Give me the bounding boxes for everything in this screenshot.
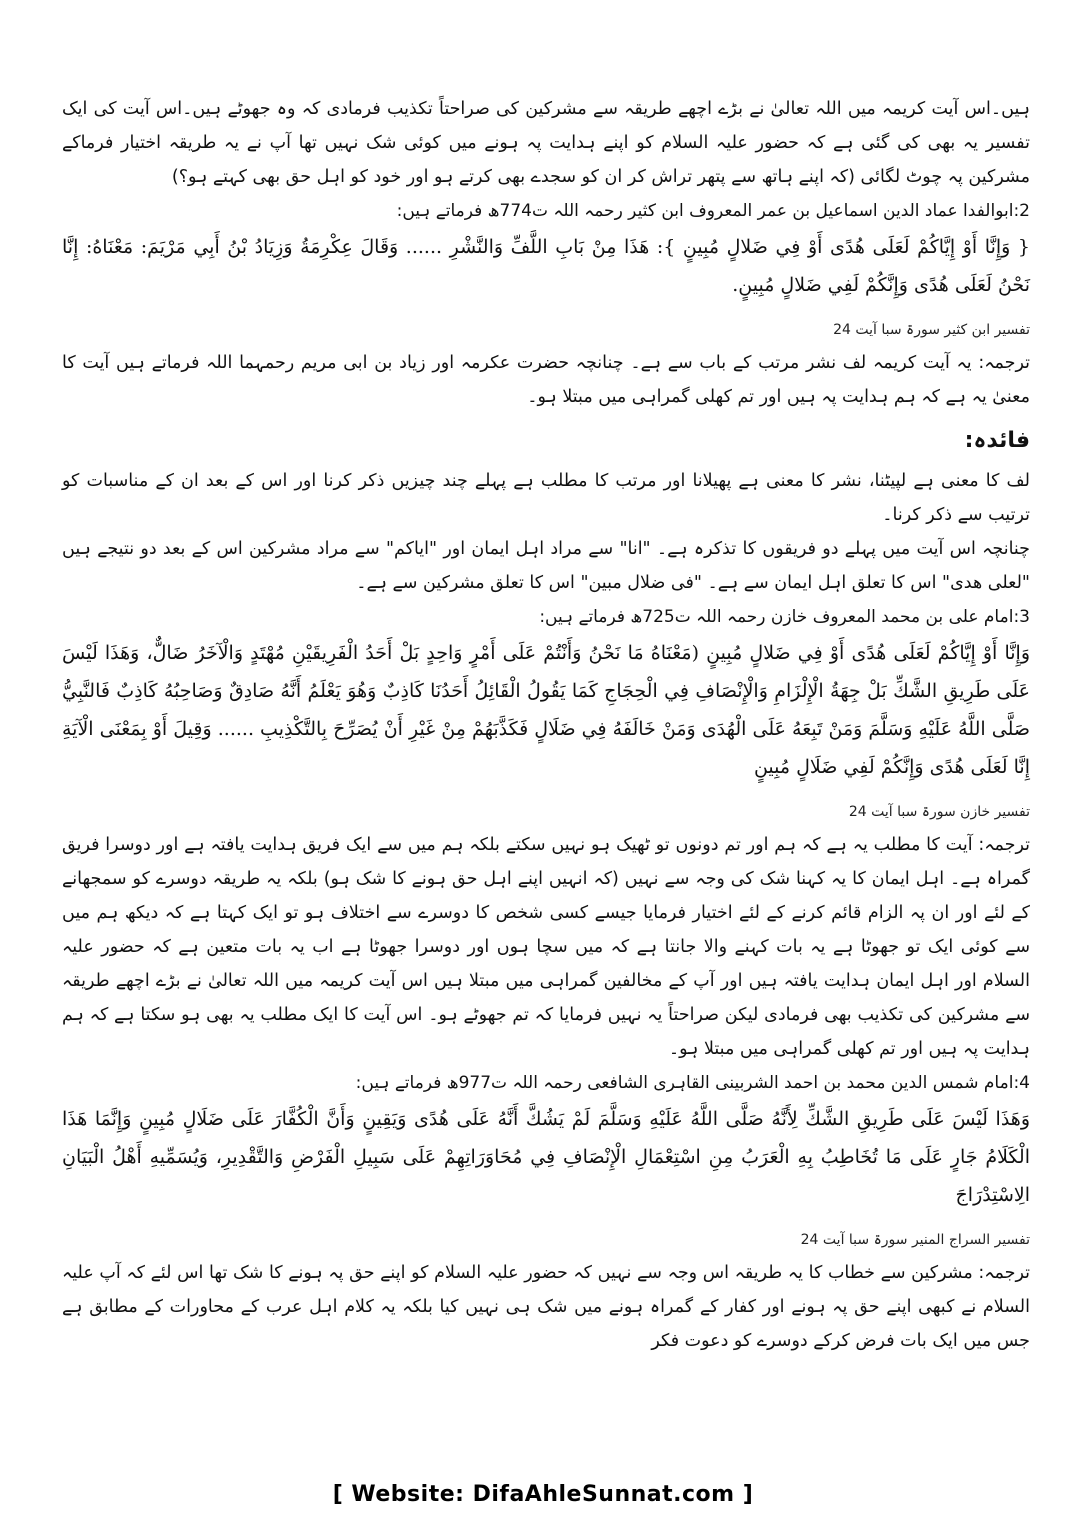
benefit-heading: فائدہ: <box>964 428 1030 453</box>
source-siraj-munir: تفسیر السراج المنیر سورۃ سبا آیت 24 <box>800 1232 1030 1248</box>
source-ibn-kathir: تفسیر ابن کثیر سورۃ سبا آیت 24 <box>833 322 1030 338</box>
arabic-quote-khazin: وَإِنَّا أَوْ إِيَّاكُمْ لَعَلَى هُدًى أَوْ فِي ضَلالٍ مُبِينٍ (مَعْنَاهُ مَا نَحْنُ وَأَنْتُمْ عَلَى أَمْرٍ وَاحِدٍ بَلْ أَحَدُ الْفَرِيقَيْنِ مُهْتَدٍ وَالْآخَرُ ضَالٌّ، وَهَذَا لَيْسَ عَلَى طَرِيقِ الشَّكِّ بَلْ جِهَةُ الْإِلْزَامِ وَالْإِنْصَافِ فِي الْحِجَاجِ كَمَا يَقُولُ الْقَائِلُ أَحَدُنَا كَاذِبٌ وَهُوَ يَعْلَمُ أَنَّهُ صَادِقٌ وَصَاحِبُهُ كَاذِبٌ فَالنَّبِيُّ صَلَّى اللَّهُ عَلَيْهِ وَسَلَّمَ وَمَنْ تَبِعَهُ عَلَى الْهُدَى وَمَنْ خَالَفَهُ فِي ضَلَالٍ فَكَذَّبَهُمْ مِنْ غَيْرِ أَنْ يُصَرِّحَ بِالتَّكْذِيبِ ...... وَقِيلَ أَوْ بِمَعْنَى الْآيَةِ إِنَّا لَعَلَى هُدًى وَإِنَّكُمْ لَفِي ضَلَالٍ مُبِينٍ <box>62 642 1030 778</box>
website-footer: [ Website: DifaAhleSunnat.com ] <box>332 1482 754 1507</box>
paragraph-intro: ہیں۔اس آیت کریمہ میں اللہ تعالیٰ نے بڑے اچھے طریقہ سے مشرکین کی صراحتاً تکذیب فرمادی کہ وہ جھوٹے ہیں۔اس آیت کی ایک تفسیر یہ بھی کی گئی ہے کہ حضور علیہ السلام کو اپنے ہدایت پہ ہونے میں کوئی شک نہیں تھا آپ نے یہ طریقہ اختیار فرماکے مشرکین پہ چوٹ لگائی (کہ اپنے ہاتھ سے پتھر تراش کر ان کو سجدے بھی کرتے ہو اور خود کو اہل حق بھی کہتے ہو؟) <box>62 99 1030 187</box>
translation-khazin: ترجمہ: آیت کا مطلب یہ ہے کہ ہم اور تم دونوں تو ٹھیک ہو نہیں سکتے بلکہ ہم میں سے ایک فریق ہدایت یافتہ ہے اور دوسرا فریق گمراہ ہے۔ اہل ایمان کا یہ کہنا شک کی وجہ سے نہیں (کہ انہیں اپنے اہل حق ہونے کا شک ہو) بلکہ یہ طریقہ دوسرے کو سمجھانے کے لئے اور ان پہ الزام قائم کرنے کے لئے اختیار فرمایا جیسے کسی شخص کا دوسرے سے اختلاف ہو تو ایک کہتا ہے کہ دیکھ ہم میں سے کوئی ایک تو جھوٹا ہے یہ بات کہنے والا جانتا ہے کہ میں سچا ہوں اور دوسرا جھوٹا ہے اب یہ بات متعین ہے کہ حضور علیہ السلام اور اہل ایمان ہدایت یافتہ ہیں اور آپ کے مخالفین گمراہی میں مبتلا ہیں اس آیت کریمہ میں اللہ تعالیٰ نے بڑے اچھے طریقہ سے مشرکین کی تکذیب بھی فرمادی لیکن صراحتاً یہ نہیں فرمایا کہ تم جھوٹے ہو۔ اس آیت کا ایک مطلب یہ بھی ہو سکتا ہے کہ ہم ہدایت پہ ہیں اور تم کھلی گمراہی میں مبتلا ہو۔ <box>62 835 1030 1059</box>
heading-shirbini: 4:امام شمس الدین محمد بن احمد الشربینی القاہری الشافعی رحمہ اللہ ت977ھ فرماتے ہیں: <box>355 1073 1030 1093</box>
source-khazin: تفسیر خازن سورۃ سبا آیت 24 <box>848 804 1030 820</box>
heading-khazin: 3:امام علی بن محمد المعروف خازن رحمہ اللہ ت725ھ فرماتے ہیں: <box>539 607 1030 627</box>
arabic-quote-shirbini: وَهَذَا لَيْسَ عَلَى طَرِيقِ الشَّكِّ لِأَنَّهُ صَلَّى اللَّهُ عَلَيْهِ وَسَلَّمَ لَمْ يَشُكَّ أَنَّهُ عَلَى هُدًى وَيَقِينٍ وَأَنَّ الْكُفَّارَ عَلَى ضَلَالٍ مُبِينٍ وَإِنَّمَا هَذَا الْكَلَامُ جَارٍ عَلَى مَا تُخَاطِبُ بِهِ الْعَرَبُ مِنِ اسْتِعْمَالِ الْإِنْصَافِ فِي مُحَاوَرَاتِهِمْ عَلَى سَبِيلِ الْفَرْضِ وَالتَّقْدِيرِ، وَيُسَمِّيهِ أَهْلُ الْبَيَانِ الِاسْتِدْرَاجَ <box>62 1108 1030 1206</box>
translation-shirbini: ترجمہ: مشرکین سے خطاب کا یہ طریقہ اس وجہ سے نہیں کہ حضور علیہ السلام کو اپنے حق پہ ہونے کا شک تھا اس لئے کہ آپ علیہ السلام نے کبھی اپنے حق پہ ہونے اور کفار کے گمراہ ہونے میں شک ہی نہیں کیا بلکہ یہ کلام اہل عرب کے محاورات کے مطابق ہے جس میں ایک بات فرض کرکے دوسرے کو دعوت فکر <box>62 1263 1030 1351</box>
heading-ibn-kathir: 2:ابوالفدا عماد الدین اسماعیل بن عمر المعروف ابن کثیر رحمہ اللہ ت774ھ فرماتے ہیں: <box>396 201 1030 221</box>
benefit-paragraph-1: لف کا معنی ہے لپیٹنا، نشر کا معنی ہے پھیلانا اور مرتب کا مطلب ہے پہلے چند چیزیں ذکر کرنا اور اس کے بعد ان کے مناسبات کو ترتیب سے ذکر کرنا۔ <box>62 471 1030 525</box>
benefit-paragraph-2: چنانچہ اس آیت میں پہلے دو فریقوں کا تذکرہ ہے۔ "انا" سے مراد اہل ایمان اور "ایاکم" سے مراد مشرکین اس کے بعد دو نتیجے ہیں "لعلی ھدی" اس کا تعلق اہل ایمان سے ہے۔ "فی ضلال مبین" اس کا تعلق مشرکین سے ہے۔ <box>62 539 1030 593</box>
translation-ibn-kathir: ترجمہ: یہ آیت کریمہ لف نشر مرتب کے باب سے ہے۔ چنانچہ حضرت عکرمہ اور زیاد بن ابی مریم رحمہما اللہ فرماتے ہیں آیت کا معنیٰ یہ ہے کہ ہم ہدایت پہ ہیں اور تم کھلی گمراہی میں مبتلا ہو۔ <box>62 353 1030 407</box>
arabic-quote-ibn-kathir: { وَإِنَّا أَوْ إِيَّاكُمْ لَعَلَى هُدًى أَوْ فِي ضَلالٍ مُبِينٍ }: هَذَا مِنْ بَابِ اللَّفِّ وَالنَّشْرِ ...... وَقَالَ عِكْرِمَةُ وَزِيَادُ بْنُ أَبِي مَرْيَمَ: مَعْنَاهُ: إِنَّا نَحْنُ لَعَلَى هُدًى وَإِنَّكُمْ لَفِي ضَلالٍ مُبِينٍ. <box>62 236 1030 296</box>
